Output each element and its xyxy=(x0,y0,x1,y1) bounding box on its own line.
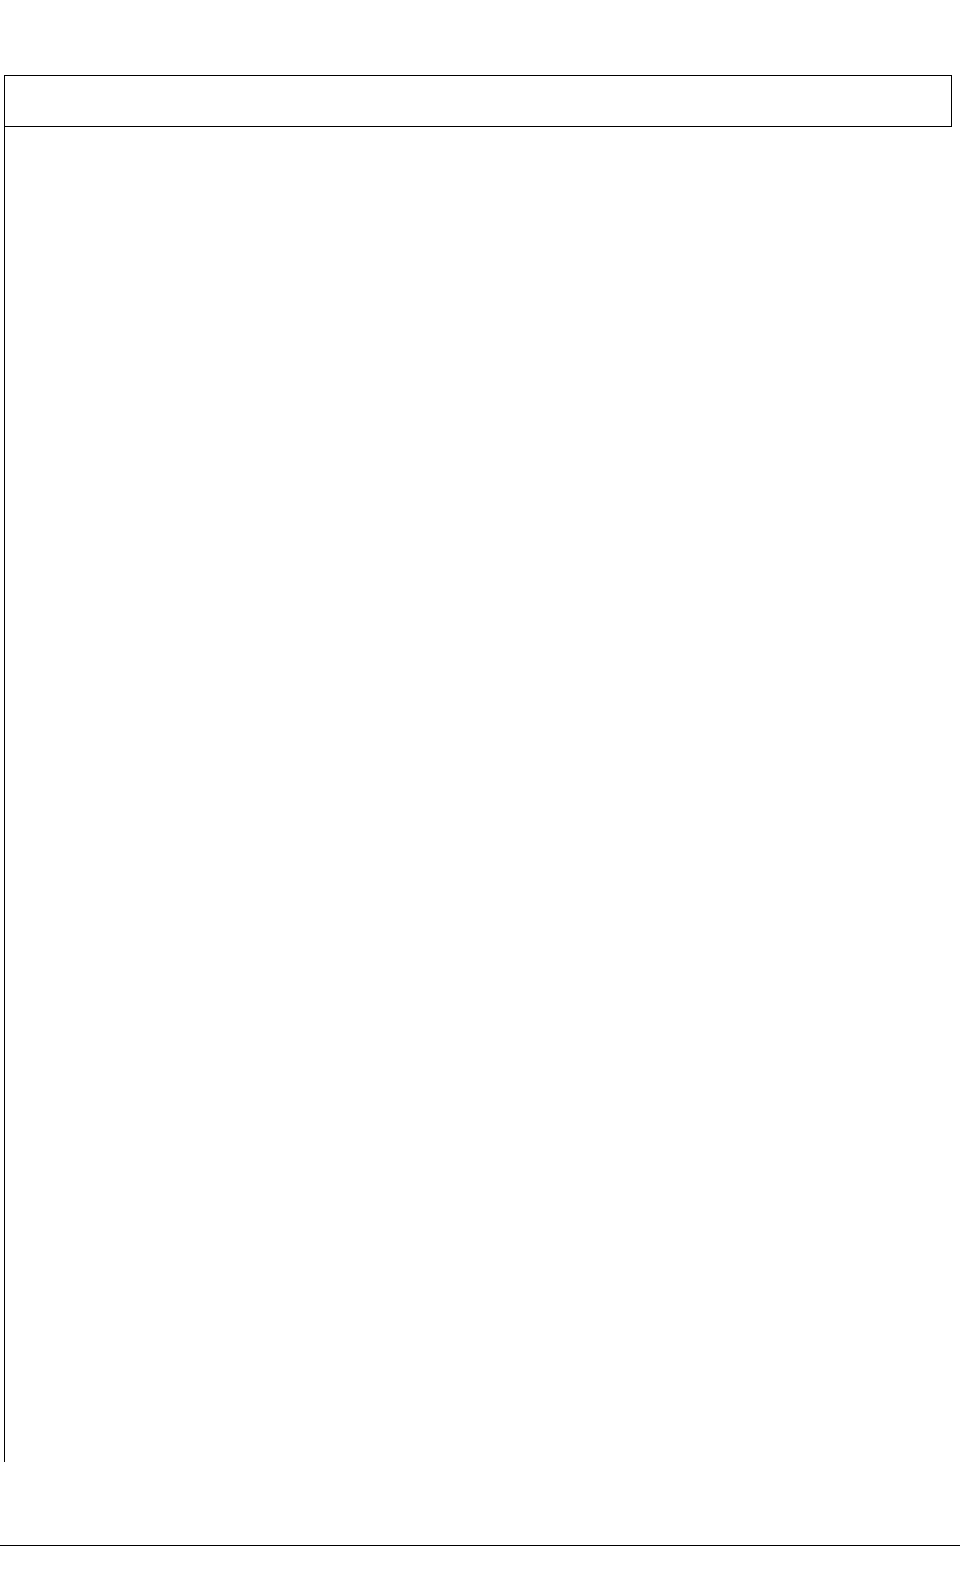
left-border xyxy=(4,125,5,1462)
footer-divider xyxy=(0,1545,960,1546)
table-header xyxy=(4,75,952,127)
